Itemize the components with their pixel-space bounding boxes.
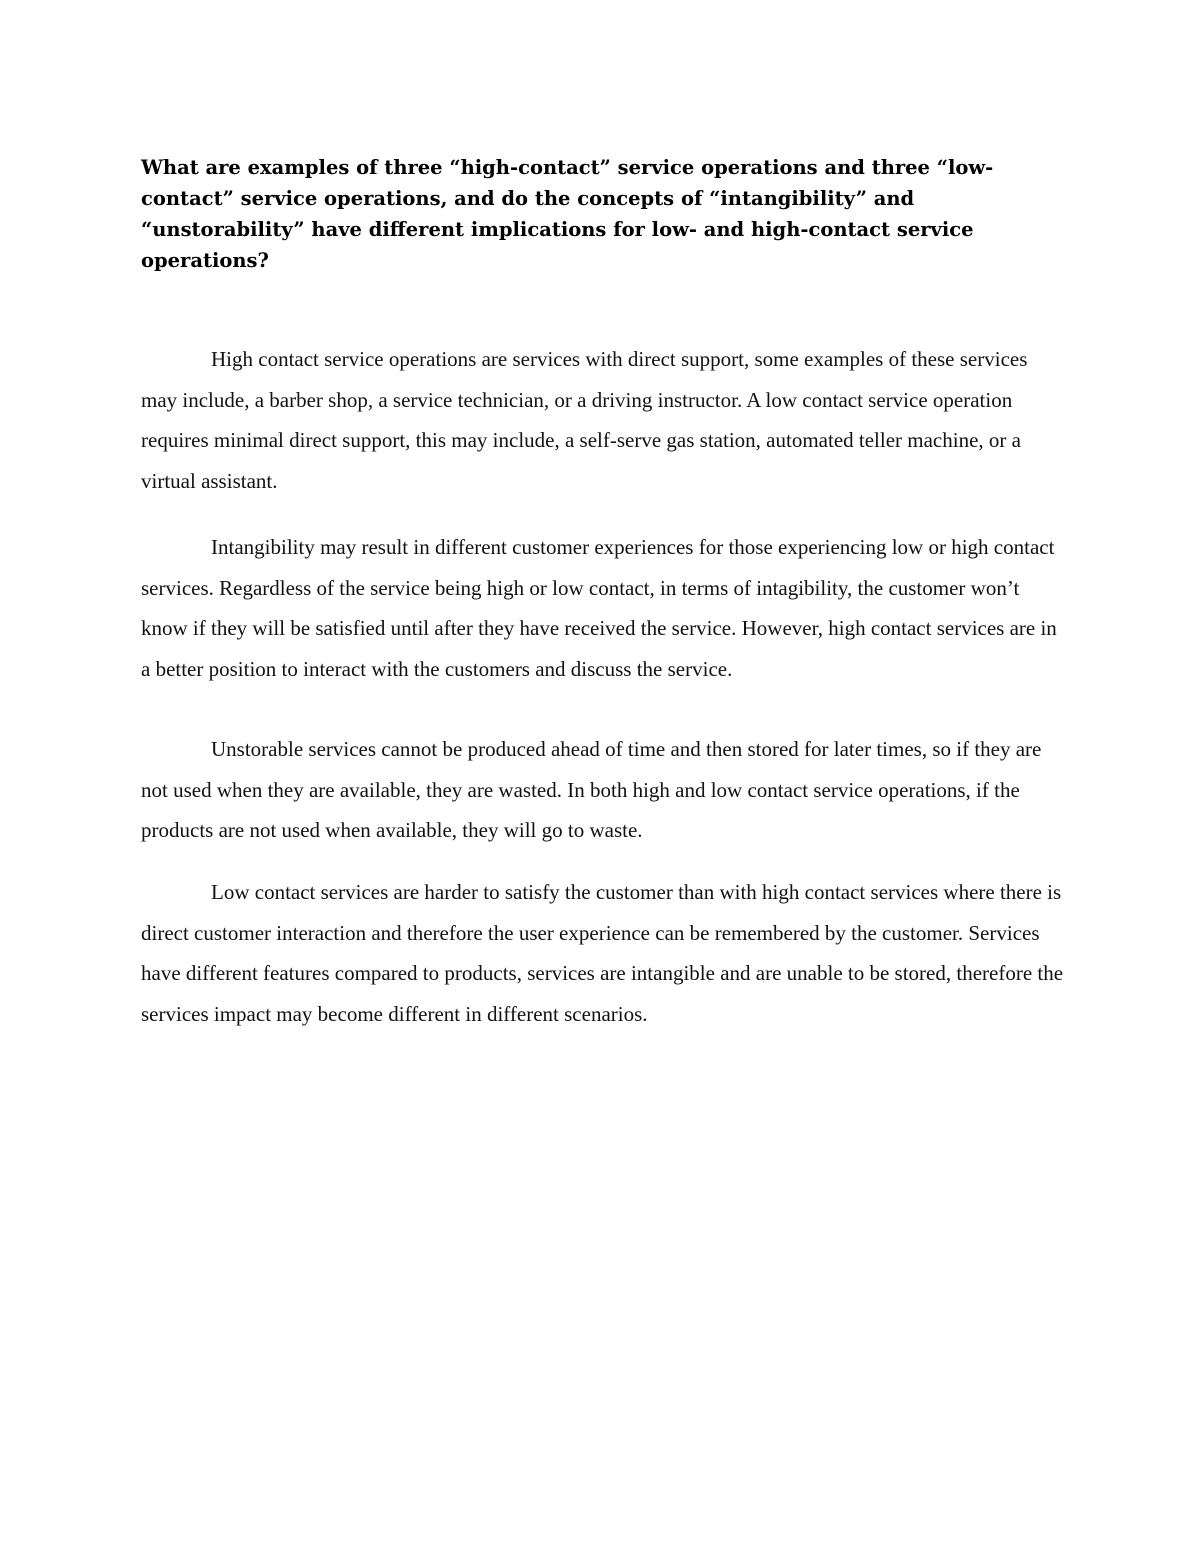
paragraph-contact-examples: High contact service operations are services with direct support, some examples of these services may include, a barber shop, a service technician, or a driving instructor. A low contact service operation requires minimal direct support, this may include, a self-serve gas station, automated teller machine, or a virtual assistant. xyxy=(141,347,1028,493)
paragraph-conclusion: Low contact services are harder to satisfy the customer than with high contact services where there is direct customer interaction and therefore the user experience can be remembered by the customer. Services have different features compared to products, services are intangible and are unable to be stored, therefore the services impact may become different in different scenarios. xyxy=(141,880,1064,1026)
paragraph-intangibility: Intangibility may result in different customer experiences for those experiencing low or high contact services. Regardless of the service being high or low contact, in terms of intagibility, the customer won’t know if they will be satisfied until after they have received the service. However, high contact services are in a better position to interact with the customers and discuss the service. xyxy=(141,535,1057,681)
question-heading: What are examples of three “high-contact” service operations and three “low-contact” service operations, and do the concepts of “intangibility” and “unstorability” have different implications for low- and high-contact service operations? xyxy=(141,156,994,272)
paragraph-unstorability: Unstorable services cannot be produced ahead of time and then stored for later times, so if they are not used when they are available, they are wasted. In both high and low contact service operations, if the products are not used when available, they will go to waste. xyxy=(141,737,1042,842)
